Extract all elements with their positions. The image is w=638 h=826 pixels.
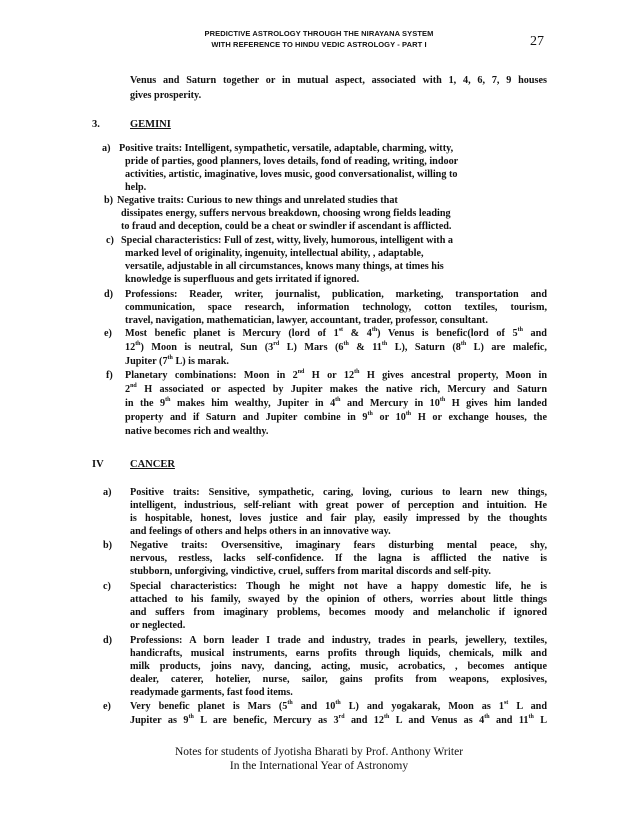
cancer-b-line: stubborn, unforgiving, vindictive, cruel, suffers from marital discords and self-pity. (130, 566, 491, 577)
cancer-a-line: and feelings of others and helps others in an innovative way. (130, 526, 391, 537)
cancer-a-label: a) (103, 487, 112, 498)
cancer-c-line: attached to his family, swayed by the opinion of others, worries about little things (130, 594, 547, 605)
cancer-b-line: nervous, restless, lacks self-confidence. If the lagna is afflicted the native is (130, 553, 547, 564)
cancer-b-line: Negative traits: Oversensitive, imaginary fears disturbing mental peace, shy, (130, 540, 547, 551)
cancer-b-label: b) (103, 540, 113, 551)
cancer-d-line: dealer, caterer, hotelier, nurse, sailor, gains profits from weapons, explosives, (130, 674, 547, 685)
cancer-d-label: d) (103, 635, 113, 646)
cancer-c-label: c) (103, 581, 111, 592)
cancer-a-line: is hospitable, honest, loves justice and fair play, easily impressed by the thoughts (130, 513, 547, 524)
gemini-d-line: Professions: Reader, writer, journalist, publication, marketing, transportation and (125, 289, 547, 300)
gemini-f-label: f) (106, 370, 113, 381)
section-title-gemini: GEMINI (130, 119, 171, 130)
cancer-d-line: readymade garments, fast food items. (130, 687, 293, 698)
intro-line-1: Venus and Saturn together or in mutual aspect, associated with 1, 4, 6, 7, 9 houses (130, 75, 547, 86)
cancer-d-line: Professions: A born leader I trade and industry, trades in pearls, jewellery, textiles, (130, 635, 547, 646)
cancer-a-line: intelligent, industrious, self-reliant with great power of perception and intuition. He (130, 500, 547, 511)
header-line-2: WITH REFERENCE TO HINDU VEDIC ASTROLOGY - PART I (211, 40, 427, 49)
page-footer (0, 745, 638, 773)
section-number-cancer: IV (92, 459, 104, 470)
footer-line-2: In the International Year of Astronomy (229, 760, 409, 772)
header-line-1: PREDICTIVE ASTROLOGY THROUGH THE NIRAYANA SYSTEM (204, 29, 434, 38)
gemini-e-line: 12th) Moon is neutral, Sun (3rd L) Mars (6th & 11th L), Saturn (8th L) are malefic, (125, 341, 547, 353)
gemini-f-line: Planetary combinations: Moon in 2nd H or 12th H gives ancestral property, Moon in (125, 369, 547, 381)
gemini-b-line: Negative traits: Curious to new things and unrelated studies that (117, 195, 398, 206)
cancer-d-line: milk products, joins navy, dancing, acting, music, acrobatics, , becomes antique (130, 661, 547, 672)
cancer-e-line: Very benefic planet is Mars (5th and 10th L) and yogakarak, Moon as 1st L and (130, 700, 547, 712)
gemini-e-line: Most benefic planet is Mercury (lord of 1st & 4th) Venus is benefic(lord of 5th and (125, 327, 547, 339)
footer-line-1: Notes for students of Jyotisha Bharati by Prof. Anthony Writer (174, 746, 464, 758)
page-number: 27 (530, 34, 544, 49)
gemini-c-label: c) (106, 235, 114, 246)
gemini-d-line: travel, navigation, mathematician, lawyer, accountant, trader, professor, consultant. (125, 315, 488, 326)
gemini-f-line: native becomes rich and wealthy. (125, 426, 269, 437)
gemini-e-line: Jupiter (7th L) is marak. (125, 355, 229, 367)
gemini-b-label: b) (104, 195, 114, 206)
gemini-a-line: Positive traits: Intelligent, sympathetic, versatile, adaptable, charming, witty, (119, 143, 454, 154)
gemini-c-line: knowledge is superfluous and gets irritated if ignored. (125, 274, 360, 285)
gemini-a-label: a) (102, 143, 111, 154)
cancer-a-line: Positive traits: Sensitive, sympathetic, caring, loving, curious to learn new things, (130, 487, 547, 498)
cancer-e-label: e) (103, 701, 111, 712)
section-title-cancer: CANCER (130, 459, 175, 470)
gemini-a-line: pride of parties, good planners, loves details, fond of reading, writing, indoor (125, 156, 459, 167)
gemini-c-line: marked level of originality, ingenuity, intellectual ability, , adaptable, (125, 248, 424, 259)
gemini-d-line: communication, space research, information technology, cotton textiles, tourism, (125, 302, 547, 313)
gemini-f-line: property and if Saturn and Jupiter combine in 9th or 10th H or exchange houses, the (125, 411, 547, 423)
section-number-gemini: 3. (92, 119, 100, 130)
gemini-a-line: activities, artistic, imaginative, loves music, good conversationalist, willing to (125, 169, 458, 180)
cancer-c-line: and suffers from imaginary problems, becomes moody and melancholic if ignored (130, 607, 547, 618)
gemini-a-line: help. (125, 182, 147, 193)
cancer-d-line: handicrafts, musical instruments, earns profits through liquids, chemicals, milk and (130, 648, 547, 659)
gemini-b-line: to fraud and deception, could be a cheat or swindler if ascendant is afflicted. (121, 221, 452, 232)
intro-line-2: gives prosperity. (130, 90, 202, 101)
cancer-c-line: or neglected. (130, 620, 186, 631)
gemini-e-label: e) (104, 328, 112, 339)
gemini-c-line: versatile, adjustable in all circumstances, knows many things, at times his (125, 261, 444, 272)
cancer-c-line: Special characteristics: Though he might not have a happy domestic life, he is (130, 581, 547, 592)
cancer-e-line: Jupiter as 9th L are benefic, Mercury as 3rd and 12th L and Venus as 4th and 11th L (130, 714, 547, 726)
gemini-f-line: 2nd H associated or aspected by Jupiter makes the native rich, Mercury and Saturn (125, 383, 547, 395)
gemini-d-label: d) (104, 289, 114, 300)
gemini-c-line: Special characteristics: Full of zest, witty, lively, humorous, intelligent with a (121, 235, 454, 246)
gemini-f-line: in the 9th makes him wealthy, Jupiter in 4th and Mercury in 10th H gives him landed (125, 397, 548, 409)
gemini-b-line: dissipates energy, suffers nervous breakdown, choosing wrong fields leading (121, 208, 451, 219)
